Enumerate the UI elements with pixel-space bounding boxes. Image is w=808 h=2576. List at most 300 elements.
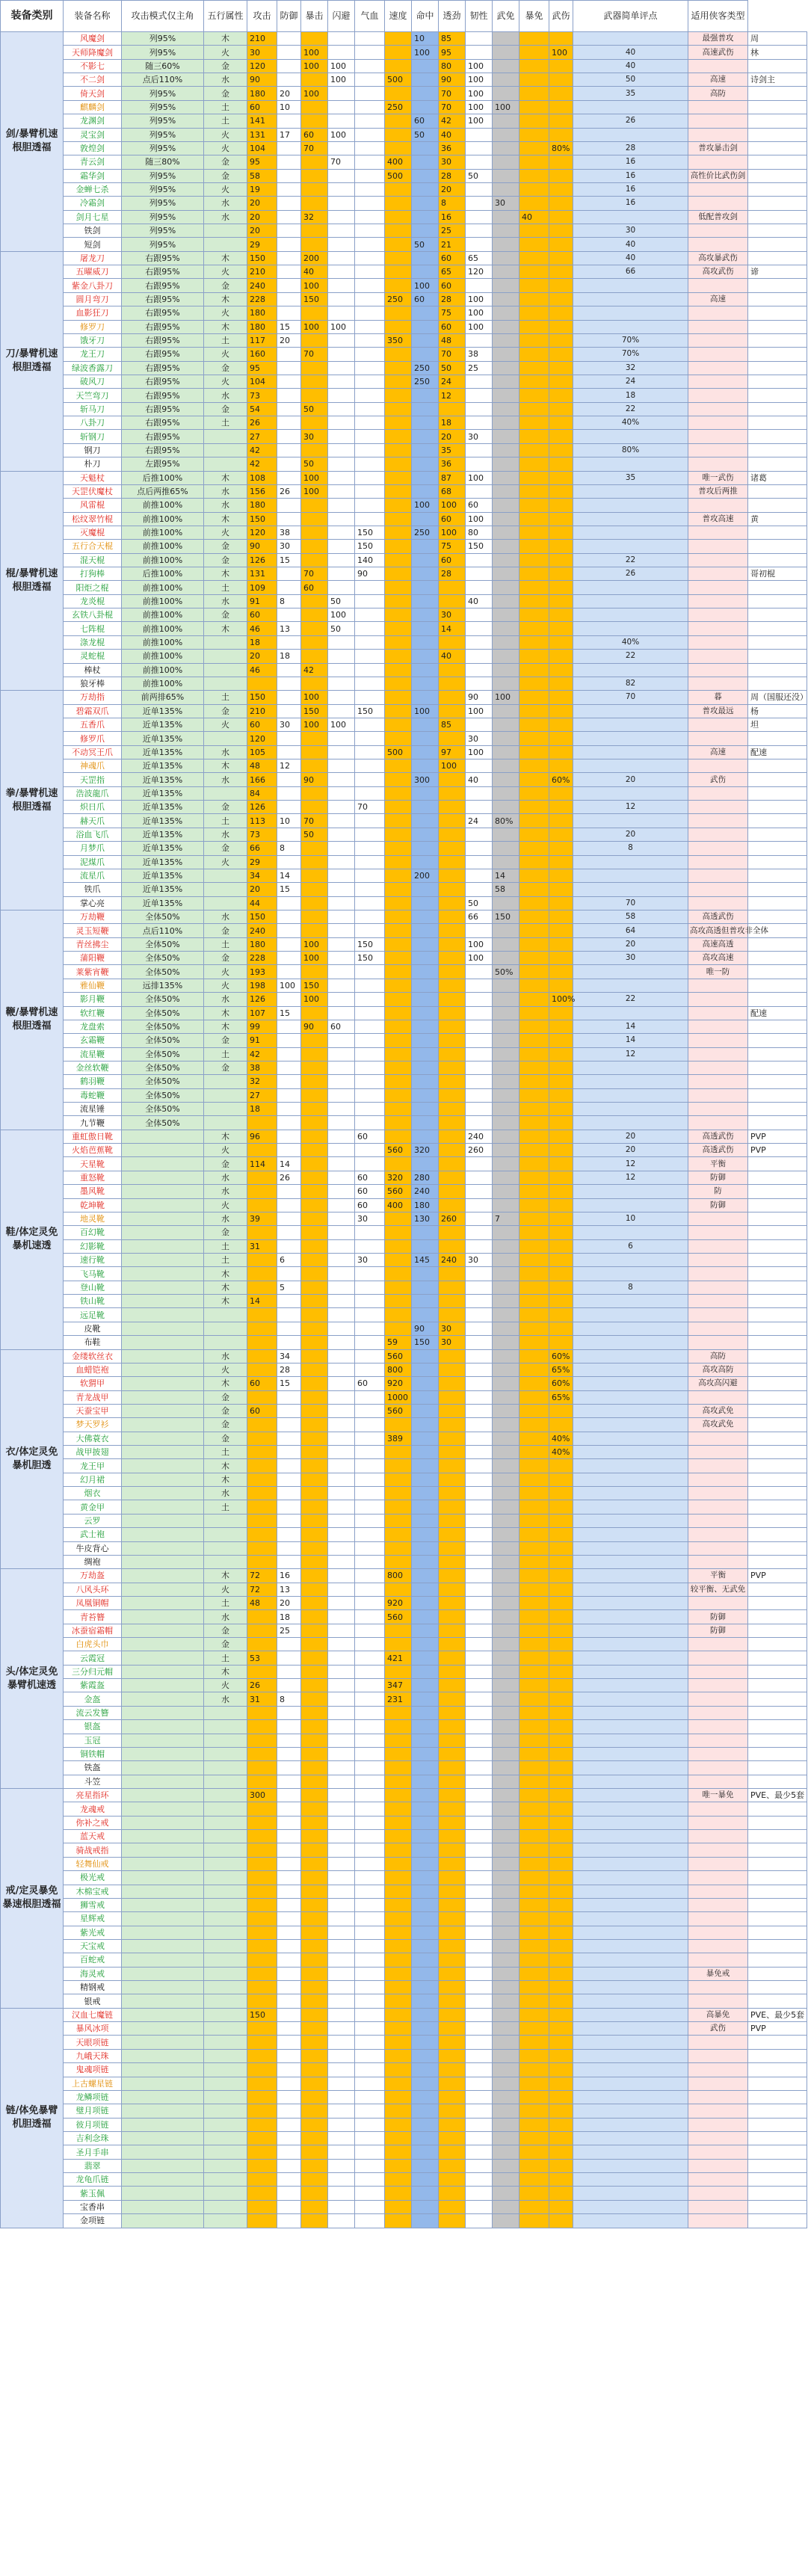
defense — [277, 1336, 301, 1349]
speed — [385, 1459, 412, 1473]
dodge — [328, 2022, 355, 2036]
hp — [355, 416, 385, 430]
defense — [277, 1885, 301, 1898]
attack — [247, 1926, 277, 1939]
hit — [412, 306, 439, 320]
tenacity — [466, 2036, 493, 2049]
element — [204, 2008, 247, 2021]
martial-immune: 100 — [493, 100, 519, 114]
hero-type — [688, 1720, 748, 1734]
element: 金 — [204, 608, 247, 622]
pierce — [439, 828, 466, 841]
speed — [385, 1446, 412, 1459]
comment — [573, 1432, 688, 1445]
dodge: 100 — [328, 718, 355, 731]
crit — [301, 1295, 328, 1308]
hp: 60 — [355, 1130, 385, 1143]
defense — [277, 1322, 301, 1335]
hit — [412, 1157, 439, 1171]
defense — [277, 1034, 301, 1047]
pierce — [439, 1651, 466, 1665]
dodge — [328, 1596, 355, 1609]
crit-immune — [519, 581, 549, 594]
attack: 60 — [247, 1404, 277, 1417]
tenacity — [466, 2118, 493, 2131]
martial-immune — [493, 677, 519, 690]
speed — [385, 1528, 412, 1541]
item-name: 亮星指环 — [64, 1789, 122, 1802]
hero-type — [688, 1226, 748, 1239]
crit — [301, 1734, 328, 1747]
crit-immune — [519, 1528, 549, 1541]
attack — [247, 1994, 277, 2008]
item-name: 龙王刀 — [64, 348, 122, 361]
speed — [385, 1514, 412, 1527]
undefined — [748, 1226, 807, 1239]
martial-dmg — [549, 1939, 573, 1953]
item-name: 饿牙刀 — [64, 333, 122, 347]
hit — [412, 1706, 439, 1719]
crit — [301, 650, 328, 663]
item-name: 龙魂戒 — [64, 1802, 122, 1816]
tenacity — [466, 128, 493, 141]
hit — [412, 1569, 439, 1583]
undefined — [748, 320, 807, 333]
table-row — [1, 594, 807, 608]
attack-mode: 右跟95% — [122, 416, 204, 430]
crit — [301, 2090, 328, 2104]
hero-type — [688, 801, 748, 814]
crit — [301, 635, 328, 649]
attack-mode — [122, 1569, 204, 1583]
defense — [277, 1267, 301, 1281]
tenacity — [466, 1857, 493, 1870]
hit — [412, 430, 439, 443]
martial-dmg — [549, 1596, 573, 1609]
pierce — [439, 1514, 466, 1527]
attack — [247, 1336, 277, 1349]
pierce — [439, 2049, 466, 2062]
attack: 300 — [247, 1789, 277, 1802]
comment — [573, 2008, 688, 2021]
undefined — [748, 1638, 807, 1651]
hit — [412, 622, 439, 635]
tenacity — [466, 1665, 493, 1678]
pierce — [439, 1459, 466, 1473]
item-name: 蓝天戒 — [64, 1830, 122, 1843]
attack-mode: 全体50% — [122, 993, 204, 1006]
attack-mode — [122, 1171, 204, 1184]
crit-immune — [519, 59, 549, 73]
martial-dmg — [549, 238, 573, 251]
pierce: 28 — [439, 567, 466, 581]
defense — [277, 2022, 301, 2036]
undefined — [748, 210, 807, 224]
speed — [385, 910, 412, 924]
table-row — [1, 1898, 807, 1911]
element: 木 — [204, 567, 247, 581]
defense — [277, 1898, 301, 1911]
defense — [277, 59, 301, 73]
undefined — [748, 292, 807, 306]
hit: 150 — [412, 1336, 439, 1349]
martial-dmg — [549, 1239, 573, 1253]
defense — [277, 1843, 301, 1857]
hero-type — [688, 1116, 748, 1130]
hit — [412, 1432, 439, 1445]
undefined — [748, 128, 807, 141]
hero-type — [688, 1446, 748, 1459]
header-row — [1, 1, 807, 32]
dodge — [328, 1157, 355, 1171]
martial-immune — [493, 773, 519, 786]
defense — [277, 581, 301, 594]
martial-dmg — [549, 1926, 573, 1939]
crit-immune — [519, 389, 549, 402]
hp — [355, 1885, 385, 1898]
crit-immune — [519, 2090, 549, 2104]
martial-immune — [493, 182, 519, 196]
hero-type — [688, 1308, 748, 1322]
undefined — [748, 1047, 807, 1061]
table-row — [1, 759, 807, 773]
tenacity — [466, 1514, 493, 1527]
hit — [412, 389, 439, 402]
martial-immune — [493, 2104, 519, 2118]
attack — [247, 2063, 277, 2077]
element: 火 — [204, 1363, 247, 1376]
hit — [412, 1981, 439, 1994]
table-row — [1, 1432, 807, 1445]
header-pierce: 透劲 — [439, 1, 466, 32]
martial-dmg — [549, 842, 573, 855]
element — [204, 2214, 247, 2228]
speed — [385, 1253, 412, 1266]
hit — [412, 745, 439, 759]
undefined — [748, 553, 807, 567]
hero-type: 高攻武伤 — [688, 265, 748, 279]
crit-immune — [519, 306, 549, 320]
crit-immune — [519, 279, 549, 292]
pierce — [439, 1926, 466, 1939]
hit — [412, 1555, 439, 1568]
defense — [277, 73, 301, 87]
hero-type — [688, 1939, 748, 1953]
martial-immune — [493, 924, 519, 937]
hero-type: 高防 — [688, 1349, 748, 1363]
martial-immune — [493, 238, 519, 251]
hit — [412, 2104, 439, 2118]
undefined — [748, 1596, 807, 1609]
element: 木 — [204, 759, 247, 773]
crit-immune — [519, 937, 549, 951]
hero-type — [688, 663, 748, 677]
attack-mode: 前推100% — [122, 677, 204, 690]
pierce: 85 — [439, 32, 466, 46]
hit — [412, 1830, 439, 1843]
attack — [247, 2145, 277, 2159]
dodge — [328, 279, 355, 292]
speed — [385, 484, 412, 498]
defense — [277, 993, 301, 1006]
martial-dmg — [549, 1747, 573, 1760]
defense — [277, 924, 301, 937]
martial-immune — [493, 2090, 519, 2104]
table-row — [1, 1075, 807, 1088]
tenacity — [466, 1006, 493, 1020]
defense: 14 — [277, 1157, 301, 1171]
comment — [573, 1555, 688, 1568]
undefined: 配速 — [748, 1006, 807, 1020]
item-name: 龙龟爪链 — [64, 2173, 122, 2187]
element — [204, 2200, 247, 2213]
undefined: 诸葛 — [748, 471, 807, 484]
defense — [277, 1500, 301, 1514]
hit — [412, 1967, 439, 1980]
crit-immune — [519, 1322, 549, 1335]
martial-immune — [493, 1377, 519, 1390]
attack: 156 — [247, 484, 277, 498]
table-row — [1, 581, 807, 594]
attack-mode — [122, 1473, 204, 1486]
tenacity: 100 — [466, 937, 493, 951]
crit-immune — [519, 2131, 549, 2145]
hit — [412, 87, 439, 100]
comment — [573, 1569, 688, 1583]
comment — [573, 745, 688, 759]
hero-type — [688, 1267, 748, 1281]
item-name: 紫霞盔 — [64, 1679, 122, 1692]
martial-immune — [493, 2008, 519, 2021]
tenacity — [466, 567, 493, 581]
speed: 231 — [385, 1692, 412, 1706]
dodge — [328, 2063, 355, 2077]
hp — [355, 375, 385, 388]
hp — [355, 1061, 385, 1074]
comment: 22 — [573, 553, 688, 567]
crit: 90 — [301, 1020, 328, 1033]
category-label: 棍/暴臂机速根胆透福 — [1, 471, 64, 691]
hit — [412, 718, 439, 731]
hp — [355, 1349, 385, 1363]
pierce — [439, 2077, 466, 2090]
comment: 35 — [573, 471, 688, 484]
martial-dmg — [549, 526, 573, 539]
martial-immune — [493, 2173, 519, 2187]
martial-immune — [493, 279, 519, 292]
speed — [385, 430, 412, 443]
hp — [355, 1569, 385, 1583]
element: 水 — [204, 484, 247, 498]
attack-mode: 近单135% — [122, 842, 204, 855]
martial-immune — [493, 1871, 519, 1885]
martial-immune — [493, 1171, 519, 1184]
comment — [573, 2214, 688, 2228]
table-row — [1, 553, 807, 567]
pierce — [439, 1088, 466, 1102]
martial-dmg — [549, 348, 573, 361]
crit-immune — [519, 635, 549, 649]
hp — [355, 141, 385, 155]
speed — [385, 952, 412, 965]
pierce — [439, 1789, 466, 1802]
undefined — [748, 1651, 807, 1665]
speed — [385, 1116, 412, 1130]
crit-immune — [519, 1349, 549, 1363]
attack-mode — [122, 1459, 204, 1473]
undefined — [748, 1116, 807, 1130]
comment — [573, 1185, 688, 1198]
hit — [412, 814, 439, 828]
martial-immune — [493, 1953, 519, 1967]
defense — [277, 1226, 301, 1239]
dodge — [328, 814, 355, 828]
dodge — [328, 1239, 355, 1253]
attack: 150 — [247, 2008, 277, 2021]
hit — [412, 1953, 439, 1967]
crit: 100 — [301, 691, 328, 704]
attack-mode — [122, 1912, 204, 1926]
table-row — [1, 1734, 807, 1747]
undefined — [748, 2118, 807, 2131]
table-row — [1, 635, 807, 649]
item-name: 银戒 — [64, 1994, 122, 2008]
attack — [247, 1871, 277, 1885]
pierce — [439, 1885, 466, 1898]
martial-dmg — [549, 2131, 573, 2145]
martial-dmg: 65% — [549, 1363, 573, 1376]
hp — [355, 2187, 385, 2200]
pierce: 70 — [439, 348, 466, 361]
table-row — [1, 745, 807, 759]
undefined: PVE、最少5套 — [748, 1789, 807, 1802]
undefined — [748, 100, 807, 114]
speed — [385, 828, 412, 841]
table-row — [1, 73, 807, 87]
pierce: 14 — [439, 622, 466, 635]
element: 土 — [204, 1651, 247, 1665]
speed — [385, 1816, 412, 1829]
martial-dmg — [549, 745, 573, 759]
martial-dmg — [549, 114, 573, 128]
martial-dmg — [549, 1583, 573, 1596]
item-name: 斗笠 — [64, 1775, 122, 1788]
crit-immune — [519, 1939, 549, 1953]
crit — [301, 2077, 328, 2090]
undefined — [748, 1555, 807, 1568]
attack — [247, 1624, 277, 1637]
table-row — [1, 1871, 807, 1885]
martial-dmg — [549, 1624, 573, 1637]
defense: 12 — [277, 759, 301, 773]
comment: 70% — [573, 348, 688, 361]
table-row — [1, 1061, 807, 1074]
speed — [385, 2131, 412, 2145]
martial-immune — [493, 2063, 519, 2077]
hit — [412, 402, 439, 416]
tenacity: 120 — [466, 265, 493, 279]
hit — [412, 210, 439, 224]
attack: 73 — [247, 389, 277, 402]
attack-mode — [122, 1212, 204, 1225]
attack: 180 — [247, 306, 277, 320]
crit — [301, 1432, 328, 1445]
table-row — [1, 224, 807, 238]
hit — [412, 2187, 439, 2200]
crit-immune — [519, 1487, 549, 1500]
hp — [355, 745, 385, 759]
hero-type: 高性价比武伤剑 — [688, 169, 748, 182]
defense: 16 — [277, 1569, 301, 1583]
table-row — [1, 1487, 807, 1500]
crit-immune — [519, 251, 549, 265]
hit: 300 — [412, 773, 439, 786]
crit — [301, 361, 328, 375]
martial-dmg — [549, 1185, 573, 1198]
dodge — [328, 471, 355, 484]
undefined — [748, 1994, 807, 2008]
tenacity — [466, 622, 493, 635]
comment — [573, 718, 688, 731]
crit — [301, 1692, 328, 1706]
element: 土 — [204, 100, 247, 114]
attack: 42 — [247, 443, 277, 457]
undefined — [748, 1198, 807, 1212]
crit — [301, 238, 328, 251]
crit — [301, 883, 328, 896]
martial-dmg — [549, 100, 573, 114]
hit — [412, 2131, 439, 2145]
comment — [573, 2200, 688, 2213]
crit-immune — [519, 732, 549, 745]
martial-immune — [493, 471, 519, 484]
tenacity: 30 — [466, 430, 493, 443]
dodge — [328, 1857, 355, 1870]
undefined — [748, 1981, 807, 1994]
speed — [385, 1267, 412, 1281]
hero-type: 普攻暴击剑 — [688, 141, 748, 155]
martial-dmg — [549, 32, 573, 46]
martial-immune — [493, 704, 519, 718]
crit — [301, 1624, 328, 1637]
element: 金 — [204, 540, 247, 553]
hero-type — [688, 1322, 748, 1335]
pierce — [439, 1130, 466, 1143]
martial-dmg — [549, 732, 573, 745]
element — [204, 2036, 247, 2049]
defense — [277, 2131, 301, 2145]
dodge — [328, 1528, 355, 1541]
crit-immune — [519, 320, 549, 333]
element — [204, 1885, 247, 1898]
crit — [301, 389, 328, 402]
martial-immune — [493, 1281, 519, 1294]
hit — [412, 1747, 439, 1760]
element: 水 — [204, 910, 247, 924]
martial-dmg — [549, 1816, 573, 1829]
martial-immune — [493, 2077, 519, 2090]
table-row — [1, 1336, 807, 1349]
martial-dmg — [549, 499, 573, 512]
undefined — [748, 1500, 807, 1514]
defense — [277, 1404, 301, 1417]
undefined — [748, 59, 807, 73]
speed — [385, 2145, 412, 2159]
tenacity — [466, 1281, 493, 1294]
martial-dmg — [549, 1541, 573, 1555]
crit — [301, 1816, 328, 1829]
attack: 26 — [247, 416, 277, 430]
